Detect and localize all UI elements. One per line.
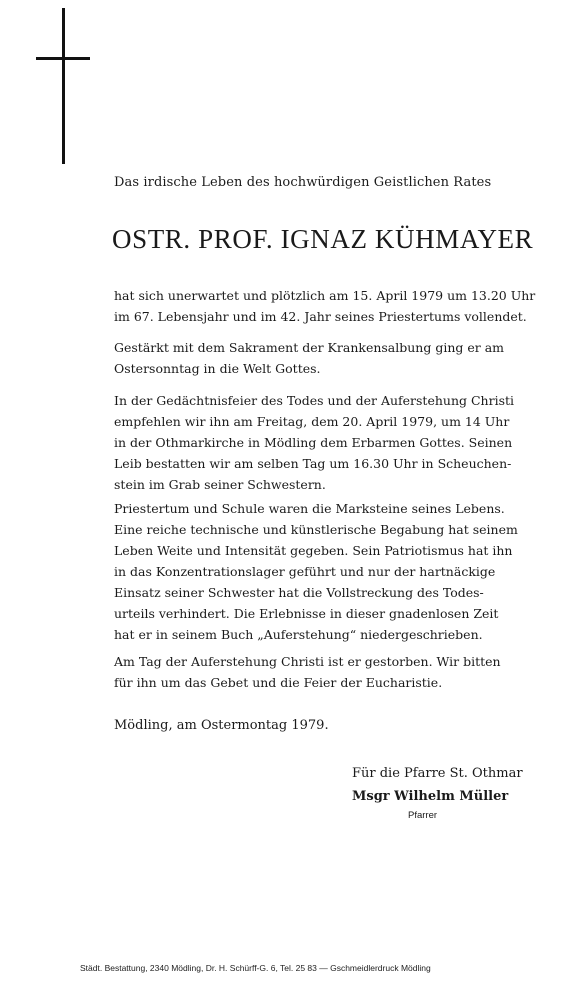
text-line: Einsatz seiner Schwester hat die Vollstreckung des Todes- — [114, 585, 484, 600]
text-line: urteils verhindert. Die Erlebnisse in dieser gnadenlosen Zeit — [114, 606, 499, 621]
text-line: empfehlen wir ihn am Freitag, dem 20. April 1979, um 14 Uhr — [114, 414, 510, 429]
signature-parish: Für die Pfarre St. Othmar — [352, 766, 523, 781]
text-line: hat sich unerwartet und plötzlich am 15. April 1979 um 13.20 Uhr — [114, 288, 536, 303]
text-line: stein im Grab seiner Schwestern. — [114, 477, 326, 492]
text-line: Am Tag der Auferstehung Christi ist er gestorben. Wir bitten — [114, 654, 501, 669]
text-line: im 67. Lebensjahr und im 42. Jahr seines Priestertums vollendet. — [114, 309, 527, 324]
paragraph-sacrament — [114, 337, 504, 379]
text-line: in das Konzentrationslager geführt und nur der hartnäckige — [114, 564, 496, 579]
signature-name: Msgr Wilhelm Müller — [352, 789, 509, 804]
text-line: Gestärkt mit dem Sakrament der Krankensalbung ging er am — [114, 340, 505, 355]
paragraph-funeral — [114, 390, 514, 495]
place-date: Mödling, am Ostermontag 1979. — [114, 718, 329, 733]
text-line: Priestertum und Schule waren die Marksteine seines Lebens. — [114, 501, 505, 516]
text-line: Leben Weite und Intensität gegeben. Sein Patriotismus hat ihn — [114, 543, 513, 558]
text-line: In der Gedächtnisfeier des Todes und der Auferstehung Christi — [114, 393, 515, 408]
cross-vertical-bar — [62, 8, 65, 164]
text-line: in der Othmarkirche in Mödling dem Erbarmen Gottes. Seinen — [114, 435, 513, 450]
intro-line: Das irdische Leben des hochwürdigen Geistlichen Rates — [114, 175, 492, 190]
text-line: Leib bestatten wir am selben Tag um 16.30 Uhr in Scheuchen- — [114, 456, 512, 471]
deceased-name: OSTR. PROF. IGNAZ KÜHMAYER — [112, 224, 534, 254]
paragraph-death-notice — [114, 285, 535, 327]
text-line: für ihn um das Gebet und die Feier der Eucharistie. — [114, 675, 443, 690]
paragraph-prayer — [114, 651, 501, 693]
text-line: hat er in seinem Buch „Auferstehung“ niedergeschrieben. — [114, 627, 483, 642]
text-line: Eine reiche technische und künstlerische Begabung hat seinem — [114, 522, 518, 537]
printer-footer: Städt. Bestattung, 2340 Mödling, Dr. H. Schürff-G. 6, Tel. 25 83 — Gschmeidlerdruck Mödling — [80, 963, 431, 973]
text-line: Ostersonntag in die Welt Gottes. — [114, 361, 321, 376]
paragraph-life — [114, 498, 518, 645]
signature-role: Pfarrer — [408, 810, 438, 821]
cross-horizontal-bar — [36, 57, 90, 60]
